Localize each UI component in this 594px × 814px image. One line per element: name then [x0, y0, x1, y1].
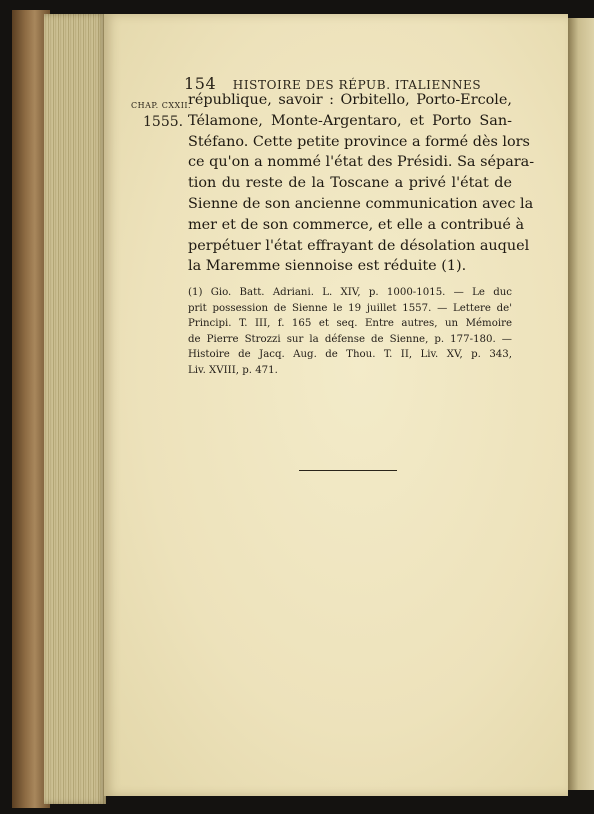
footnote-line: Principi. T. III, f. 165 et seq. Entre autres, un Mémoire	[188, 318, 512, 330]
page-edges	[44, 14, 106, 804]
running-title: HISTOIRE DES RÉPUB. ITALIENNES	[232, 78, 482, 92]
footnote-line: de Pierre Strozzi sur la défense de Sienne, p. 177-180. —	[188, 333, 512, 345]
margin-chapter-note: CHAP. CXXII.	[131, 101, 192, 110]
body-line: Sienne de son ancienne communication avec la	[188, 195, 534, 212]
footnote	[188, 285, 512, 379]
body-line: mer et de son commerce, et elle a contribué à	[188, 216, 525, 233]
margin-year-note: 1555.	[143, 114, 184, 130]
section-end-rule	[299, 470, 397, 471]
body-line: la Maremme siennoise est réduite (1).	[188, 258, 467, 275]
footnote-line: Liv. XVIII, p. 471.	[188, 364, 278, 376]
body-line: tion du reste de la Toscane a privé l'état de	[188, 175, 512, 192]
body-paragraph	[188, 90, 535, 277]
body-line: perpétuer l'état effrayant de désolation auquel	[188, 237, 530, 254]
footnote-line: Histoire de Jacq. Aug. de Thou. T. II, Liv. XV, p. 343,	[188, 349, 512, 361]
footnote-line: (1) Gio. Batt. Adriani. L. XIV, p. 1000-1015. — Le duc	[188, 287, 512, 298]
body-line: ce qu'on a nommé l'état des Présidi. Sa sépara-	[188, 154, 535, 171]
facing-page-edge	[568, 18, 594, 790]
page-number: 154	[184, 74, 217, 93]
body-line: Stéfano. Cette petite province a formé dès lors	[188, 133, 530, 150]
footnote-line: prit possession de Sienne le 19 juillet 1557. — Lettere de'	[188, 302, 512, 314]
body-line: Télamone, Monte-Argentaro, et Porto San-	[188, 112, 512, 129]
body-line: république, savoir : Orbitello, Porto-Ercole,	[188, 92, 512, 108]
